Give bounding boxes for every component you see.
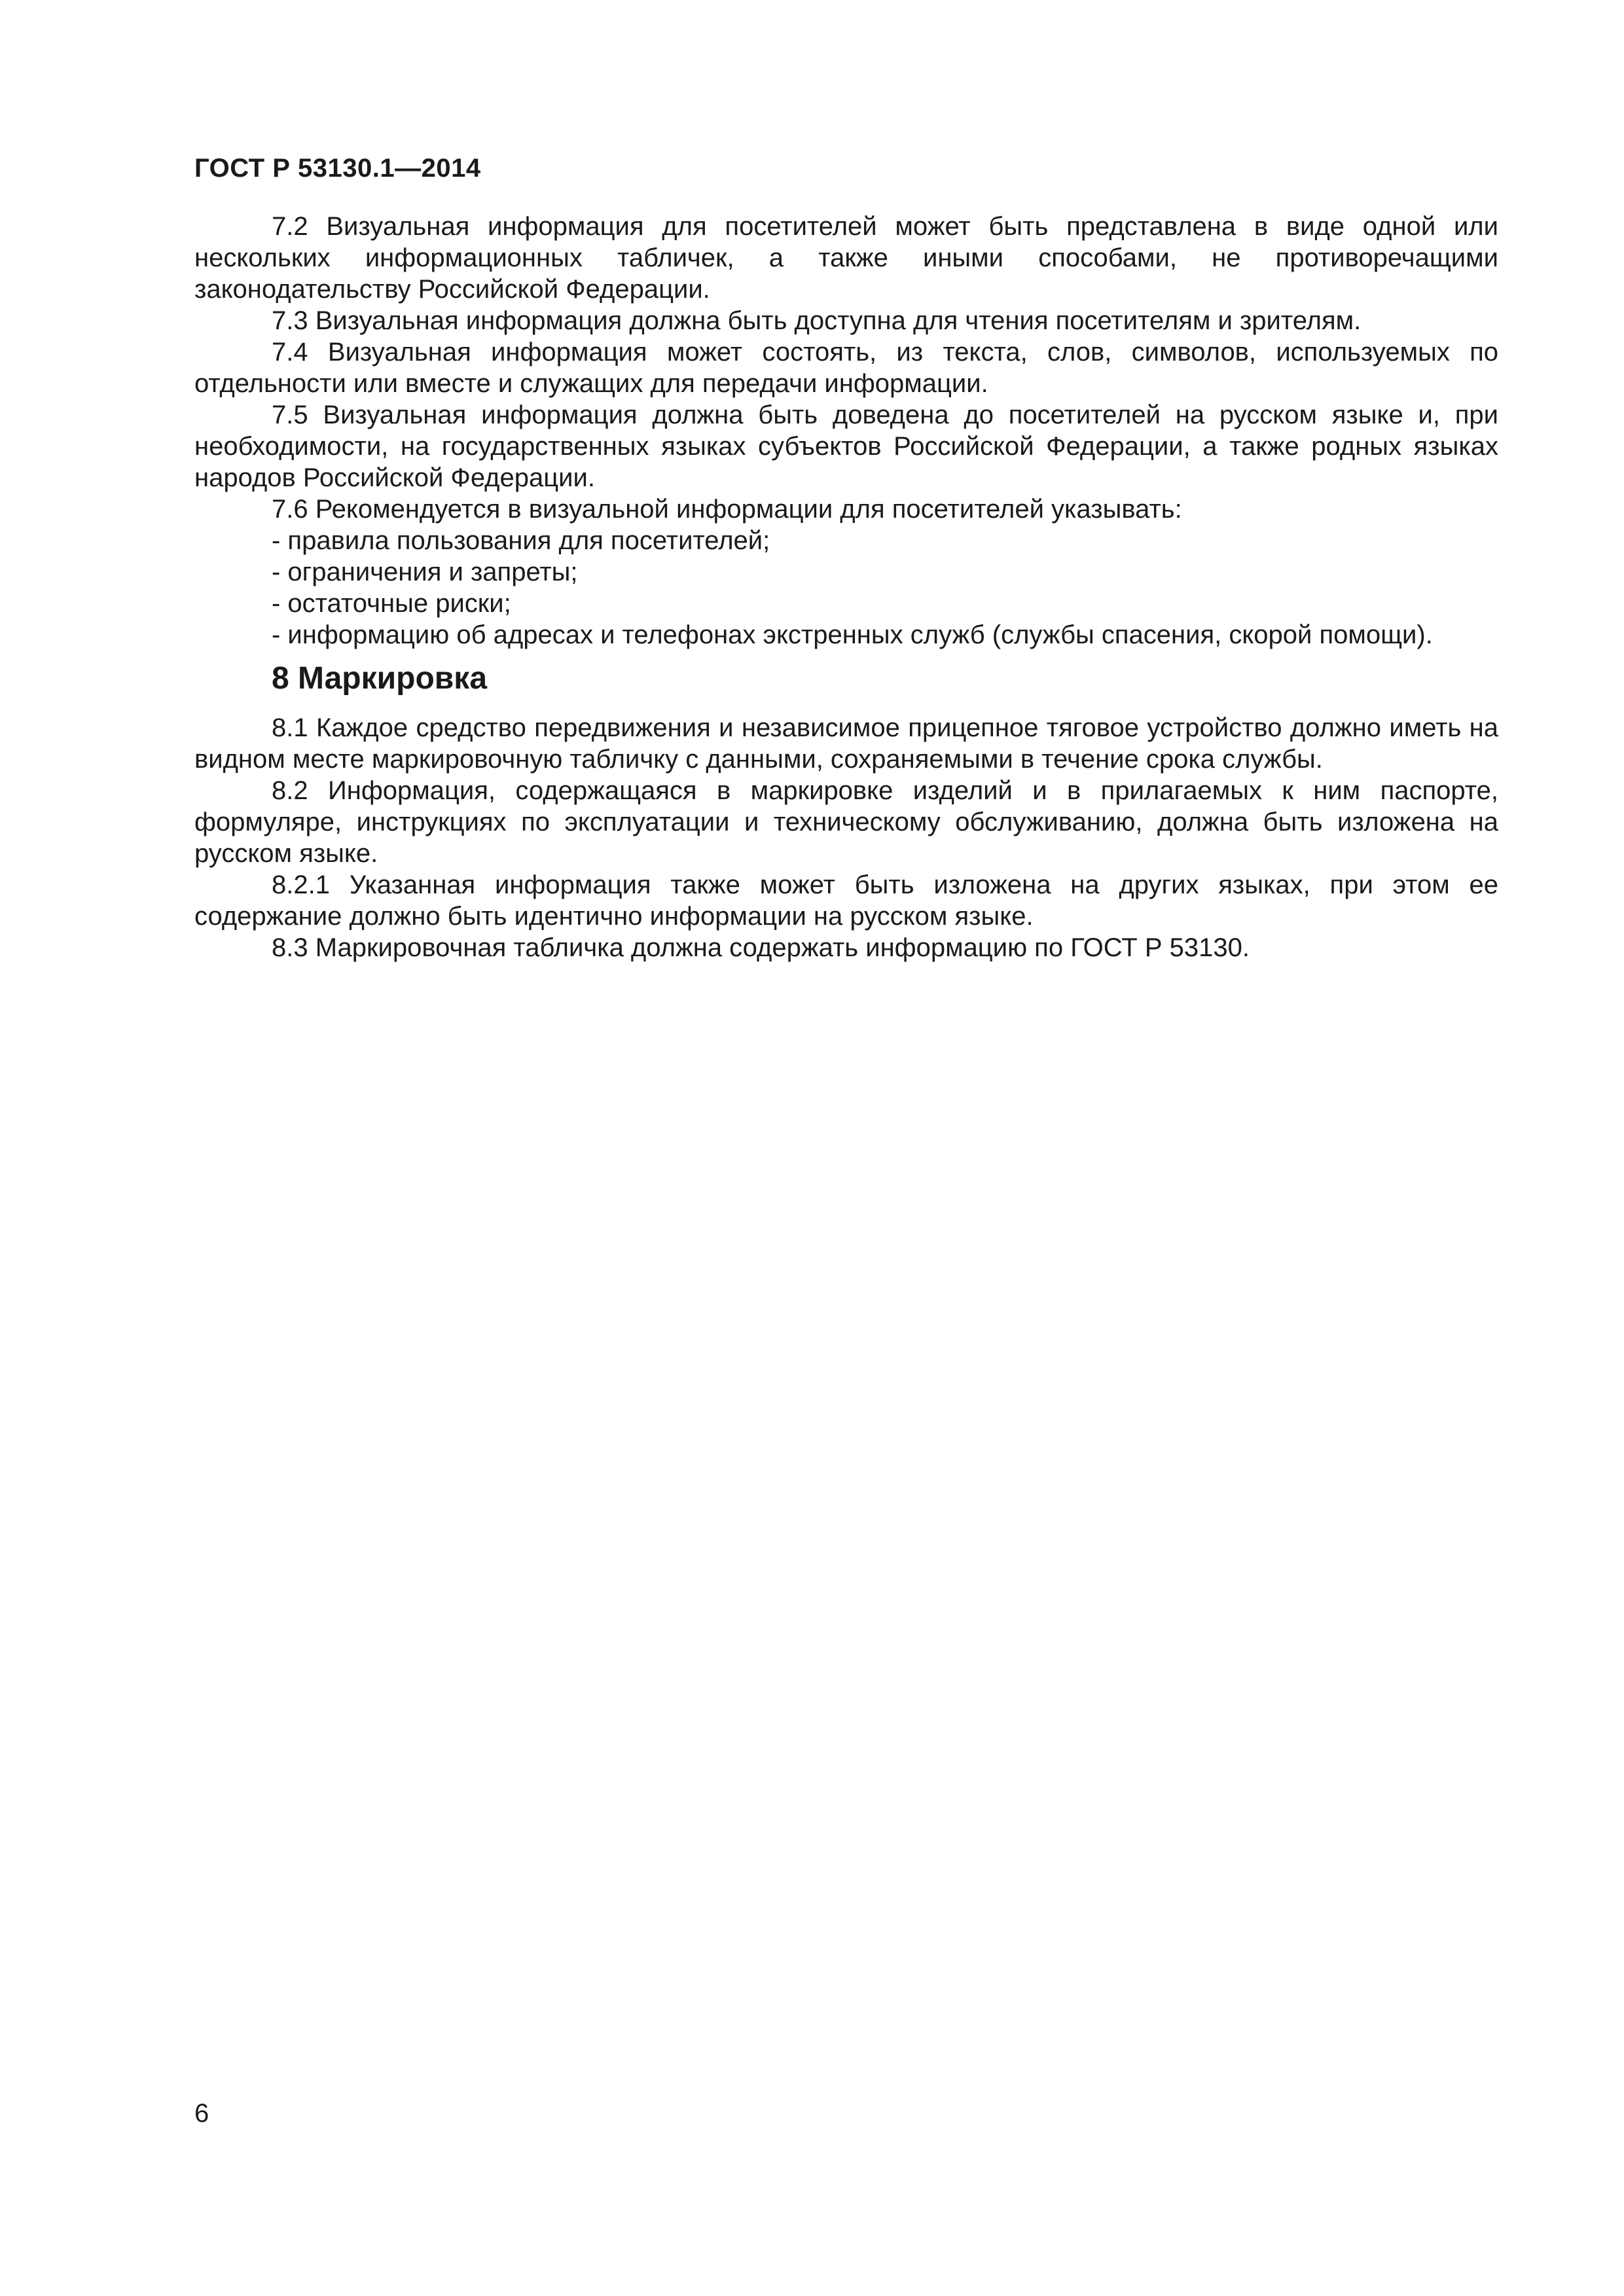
paragraph-7-3: 7.3 Визуальная информация должна быть доступна для чтения посетителям и зрителям. [272, 306, 1362, 335]
page-number: 6 [194, 2099, 209, 2128]
document-code-header: ГОСТ Р 53130.1—2014 [194, 154, 481, 183]
paragraph-8-2: 8.2 Информация, содержащаяся в маркировке изделий и в прилагаемых к ним паспорте, формуляре, инструкциях по эксплуатации и техническому обслуживанию, должна быть изложена на русском языке. [194, 776, 1498, 868]
paragraph-7-6: 7.6 Рекомендуется в визуальной информации для посетителей указывать: [272, 495, 1182, 524]
recommendation-list [194, 525, 1498, 651]
list-item: - ограничения и запреты; [272, 558, 578, 586]
paragraph-7-2: 7.2 Визуальная информация для посетителей может быть представлена в виде одной или нескольких информационных табличек, а также иными способами, не противоречащими законодательству Российской Федерации. [194, 212, 1498, 304]
list-item: - остаточные риски; [272, 589, 511, 618]
paragraph-7-4: 7.4 Визуальная информация может состоять, из текста, слов, символов, используемых по отдельности или вместе и служащих для передачи информации. [194, 338, 1498, 398]
paragraph-8-2-1: 8.2.1 Указанная информация также может быть изложена на других языках, при этом ее содержание должно быть идентично информации на русском языке. [194, 870, 1498, 931]
paragraph-8-3: 8.3 Маркировочная табличка должна содержать информацию по ГОСТ Р 53130. [272, 933, 1250, 962]
list-item: - правила пользования для посетителей; [272, 526, 770, 555]
list-item: - информацию об адресах и телефонах экстренных служб (службы спасения, скорой помощи). [272, 620, 1433, 649]
paragraph-7-5: 7.5 Визуальная информация должна быть доведена до посетителей на русском языке и, при необходимости, на государственных языках субъектов Российской Федерации, а также родных языках народов Российской Федерации. [194, 401, 1498, 492]
paragraph-8-1: 8.1 Каждое средство передвижения и независимое прицепное тяговое устройство должно иметь на видном месте маркировочную табличку с данными, сохраняемыми в течение срока службы. [194, 713, 1498, 774]
section-heading-marking: 8 Маркировка [272, 661, 488, 696]
document-body [194, 211, 1498, 963]
